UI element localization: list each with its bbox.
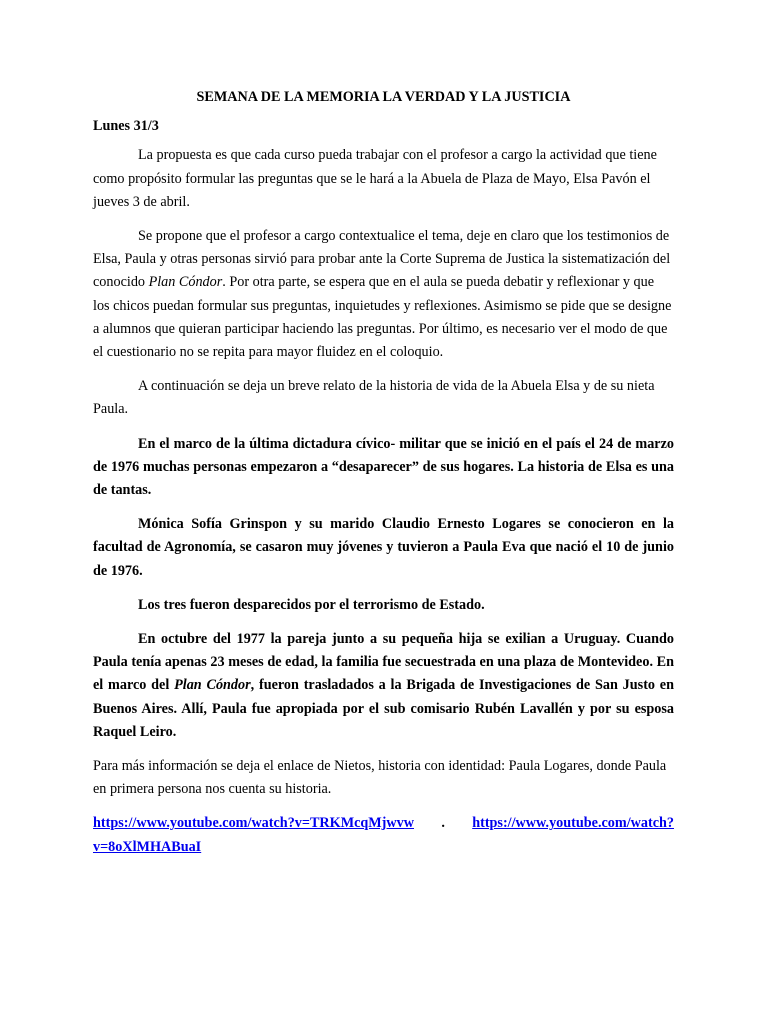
links-row-continued [93,836,674,859]
paragraph-proposal-text: La propuesta es que cada curso pueda trabajar con el profesor a cargo la actividad que tiene como propósito formular las preguntas que se le hará a la Abuela de Plaza de Mayo, Elsa Pavón el jueves 3 de abril. [93,147,657,210]
paragraph-parents [93,513,674,583]
paragraph-disappeared [93,594,674,617]
paragraph-context [93,225,674,364]
paragraph-parents-text: Mónica Sofía Grinspon y su marido Claudio Ernesto Logares se conocieron en la facultad de Agronomía, se casaron muy jóvenes y tuvieron a Paula Eva que nació el 10 de junio de 1976. [93,516,674,579]
paragraph-context-text-a: Se propone que el profesor a cargo contextualice el tema, deje en claro que los testimonios de Elsa, Paula y otras personas sirvió para probar ante la Corte Suprema de Justica la sistematización del conocido [93,228,671,291]
youtube-link-1[interactable]: https://www.youtube.com/watch?v=TRKMcqMjwvw [93,815,414,832]
plan-condor-term-bold: Plan Cóndor [174,677,251,694]
paragraph-more-info [93,755,674,801]
paragraph-exile [93,628,674,744]
paragraph-context-text-b: . Por otra parte, se espera que en el aula se pueda debatir y reflexionar y que los chicos puedan formular sus preguntas, inquietudes y reflexiones. Asimismo se pide que se designe a alumnos que quieran participar haciendo las preguntas. Por último, es necesario ver el modo de que el cuestionario no se repita para mayor fluidez en el coloquio. [93,274,672,361]
paragraph-dictatorship [93,433,674,503]
document-page [93,86,674,859]
paragraph-exile-text-a: En octubre del 1977 la pareja junto a su pequeña hija se exilian a Uruguay. Cuando Paula tenía apenas 23 meses de edad, la familia fue secuestrada en una plaza de Montevideo. En el marco del [93,631,674,694]
links-row [93,812,674,835]
paragraph-proposal [93,144,674,214]
plan-condor-term: Plan Cóndor [148,274,223,291]
paragraph-dictatorship-text: En el marco de la última dictadura cívico- militar que se inició en el país el 24 de marzo de 1976 muchas personas empezaron a “desaparecer” de sus hogares. La historia de Elsa es una de tantas. [93,435,674,499]
paragraph-intro-story [93,375,674,421]
link-separator: . [441,815,445,832]
document-date: Lunes 31/3 [93,118,159,135]
paragraph-more-info-text: Para más información se deja el enlace de Nietos, historia con identidad: Paula Logares, donde Paula en primera persona nos cuenta su historia. [93,758,667,798]
paragraph-exile-text-b: , fueron trasladados a la Brigada de Investigaciones de San Justo en Buenos Aires. Allí, Paula fue apropiada por el sub comisario Rubén Lavallén y por su esposa Raquel Leiro. [93,677,674,740]
youtube-link-2-part-b[interactable]: v=8oXlMHABuaI [93,838,202,855]
document-title: SEMANA DE LA MEMORIA LA VERDAD Y LA JUSTICIA [196,89,571,105]
youtube-link-2-part-a[interactable]: https://www.youtube.com/watch? [472,815,674,832]
paragraph-intro-story-text: A continuación se deja un breve relato de la historia de vida de la Abuela Elsa y de su nieta Paula. [93,378,655,418]
paragraph-disappeared-text: Los tres fueron desparecidos por el terrorismo de Estado. [138,596,485,613]
